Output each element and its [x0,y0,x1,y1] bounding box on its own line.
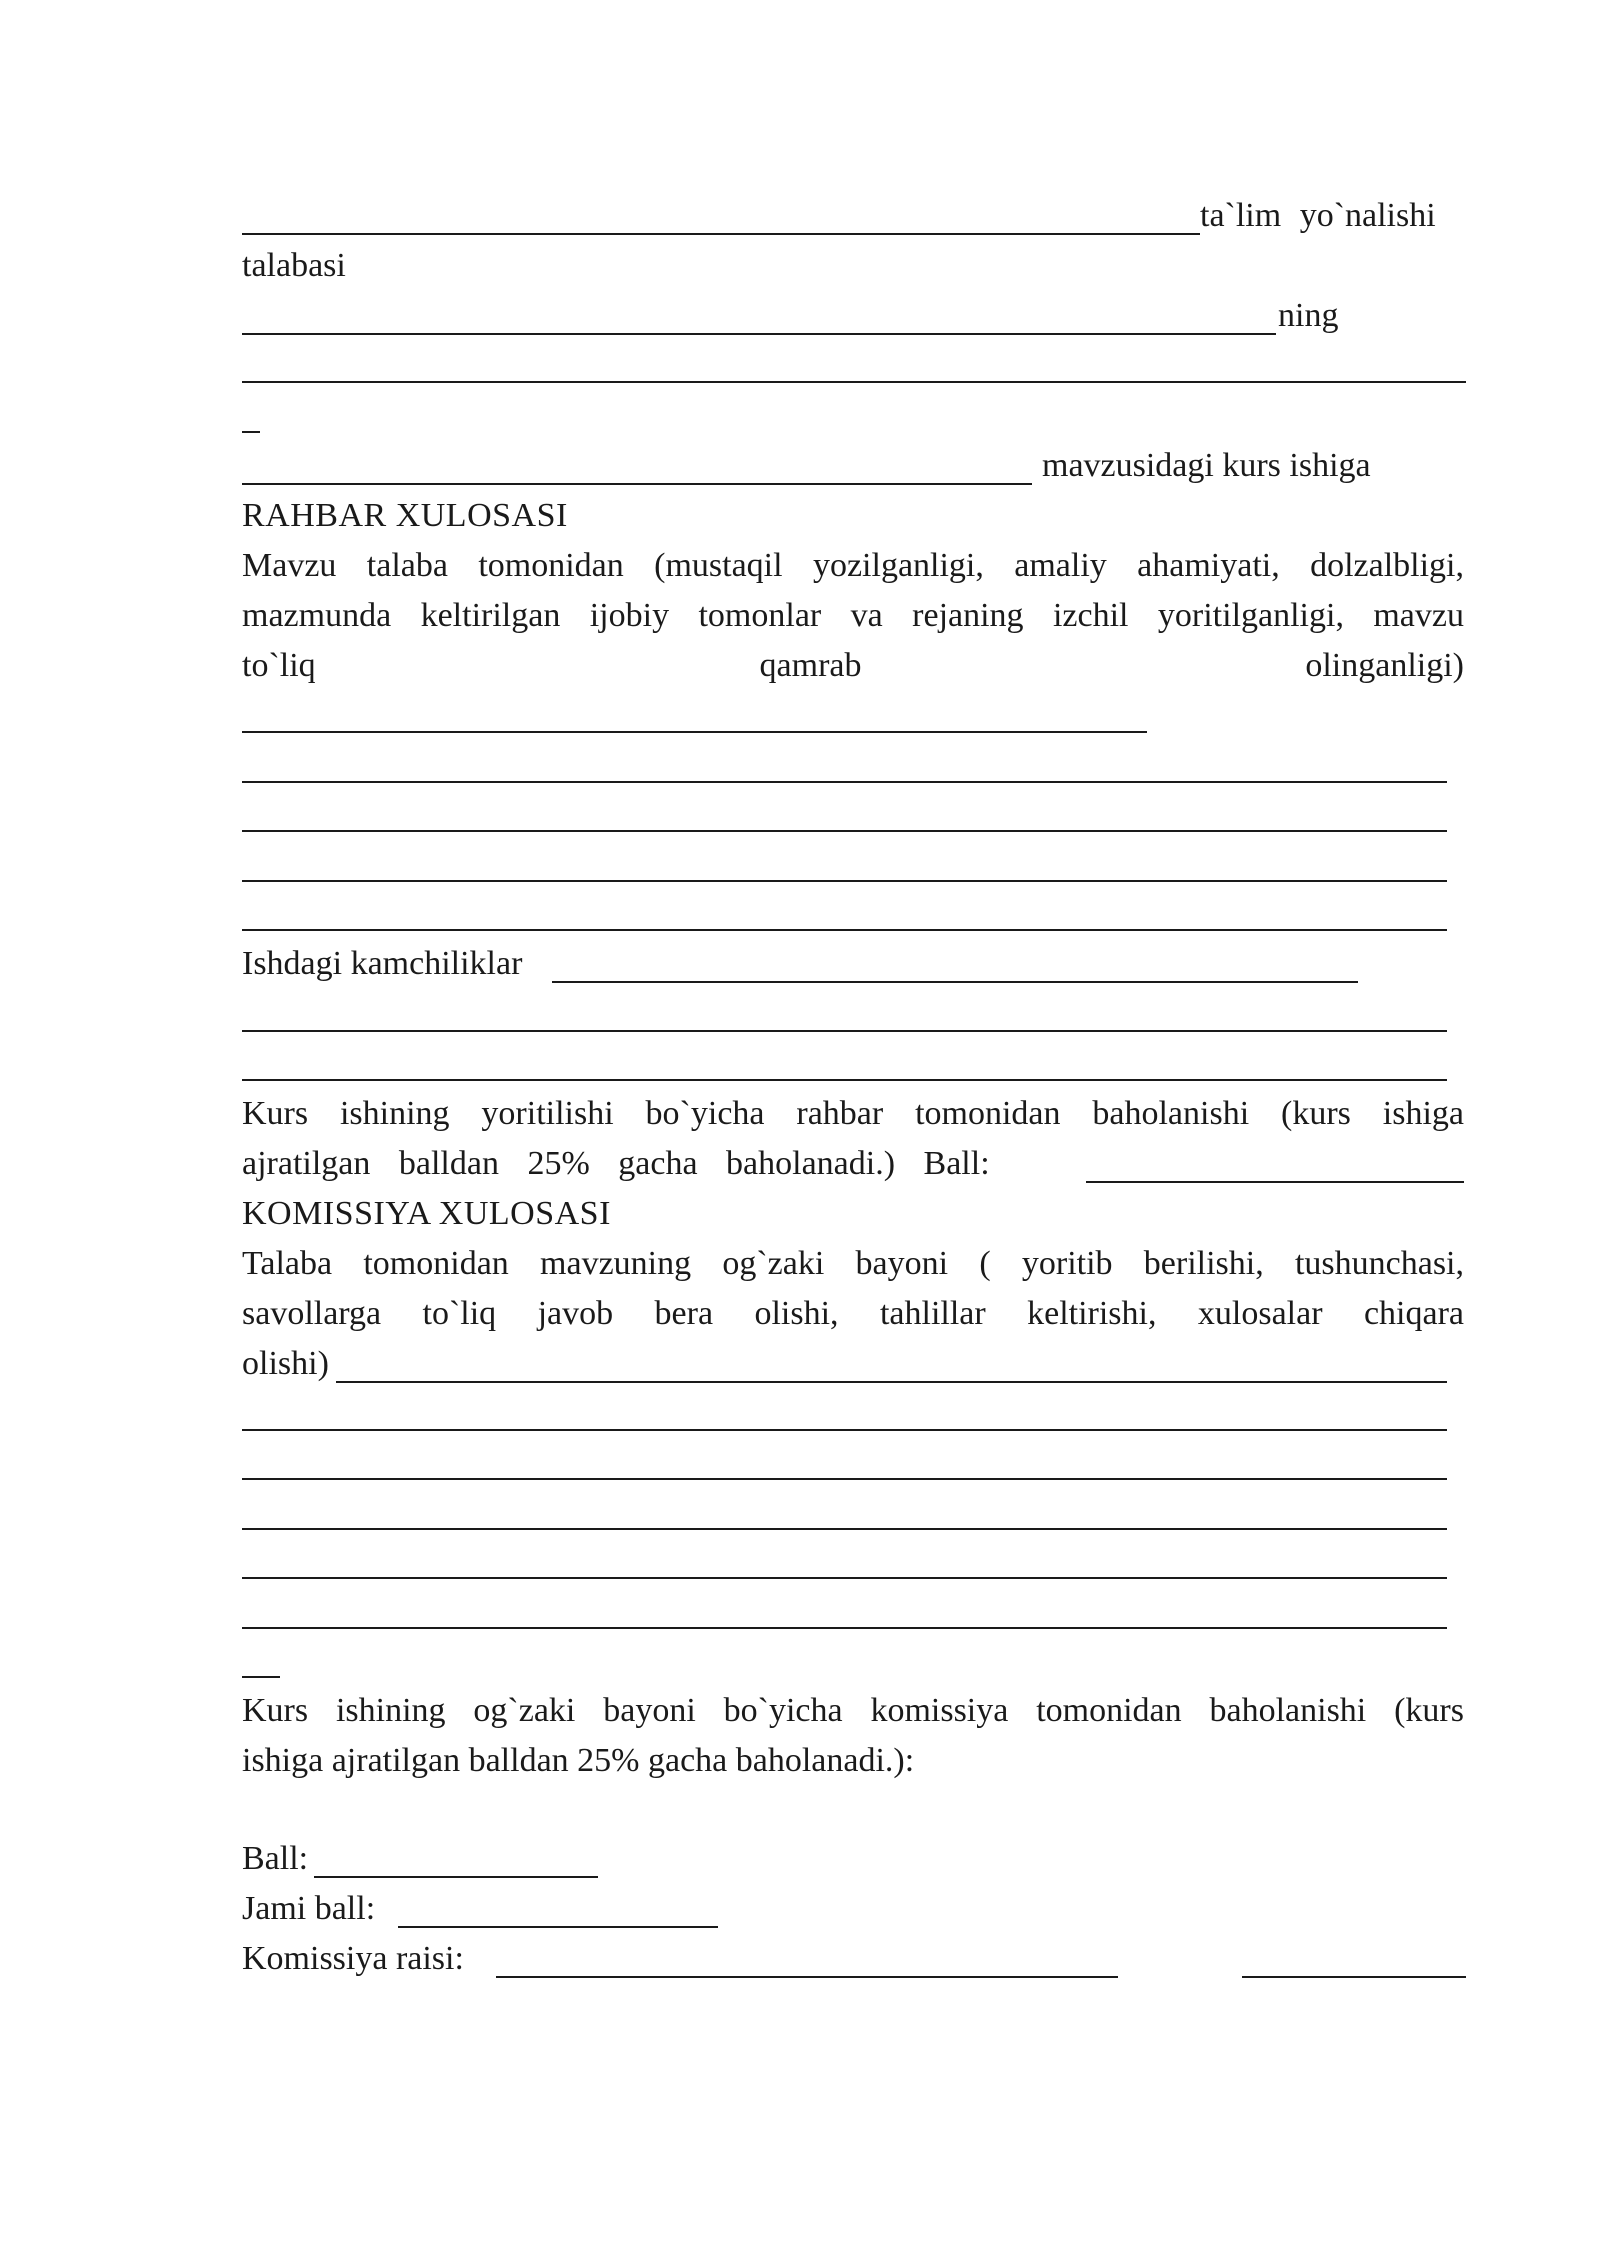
komissiya-paragraph-line-2: savollarga to`liq javob bera olishi, tahlillar keltirishi, xulosalar chiqara [242,1295,1464,1332]
kamchiliklar-blank-2[interactable] [242,1030,1447,1032]
heading-komissiya-xulosasi: KOMISSIYA XULOSASI [242,1195,611,1232]
line-mavzusidagi [242,443,1464,489]
label-mavzusidagi: mavzusidagi kurs ishiga [1042,447,1371,484]
blank-rahbar-ball[interactable] [1086,1181,1464,1183]
line-talim-yonalishi [242,193,1464,239]
line-ning [242,293,1464,339]
rahbar-paragraph-line-1: Mavzu talaba tomonidan (mustaqil yozilganligi, amaliy ahamiyati, dolzalbligi, [242,547,1464,584]
blank-topic-line-2[interactable] [242,431,260,433]
label-talabasi: talabasi [242,247,346,284]
blank-topic-line-3[interactable] [242,483,1032,485]
blank-raisi-signature[interactable] [1242,1976,1466,1978]
blank-raisi-name[interactable] [496,1976,1118,1978]
line-ishdagi-kamchiliklar [242,941,1464,987]
label-komissiya-raisi: Komissiya raisi: [242,1940,464,1977]
blank-kamchiliklar[interactable] [552,981,1358,983]
rahbar-paragraph-line-2: mazmunda keltirilgan ijobiy tomonlar va rejaning izchil yoritilganligi, mavzu [242,597,1464,634]
komissiya-blank-1[interactable] [242,1429,1447,1431]
komissiya-blank-5[interactable] [242,1627,1447,1629]
komissiya-blank-3[interactable] [242,1528,1447,1530]
label-ball: Ball: [242,1840,309,1877]
rahbar-blank-3[interactable] [242,830,1447,832]
komissiya-blank-4[interactable] [242,1577,1447,1579]
komissiya-baho-line-1: Kurs ishining og`zaki bayoni bo`yicha komissiya tomonidan baholanishi (kurs [242,1692,1464,1729]
line-ball [242,1836,1464,1882]
komissiya-blank-6[interactable] [242,1676,280,1678]
rahbar-blank-1[interactable] [242,731,1147,733]
heading-rahbar-xulosasi: RAHBAR XULOSASI [242,497,568,534]
blank-talim-yonalishi[interactable] [242,233,1200,235]
line-jami-ball [242,1886,1464,1932]
rahbar-blank-4[interactable] [242,880,1447,882]
line-komissiya-raisi [242,1936,1464,1982]
blank-topic-line-1[interactable] [242,381,1466,383]
label-talim-yonalishi: ta`lim yo`nalishi [1200,197,1436,234]
label-jami-ball: Jami ball: [242,1890,376,1927]
blank-jami-ball[interactable] [398,1926,718,1928]
komissiya-blank-2[interactable] [242,1478,1447,1480]
komissiya-paragraph-line-3: olishi) [242,1341,1464,1387]
label-ishdagi-kamchiliklar: Ishdagi kamchiliklar [242,945,523,982]
rahbar-paragraph-line-3: to`liq qamrab olinganligi) [242,647,1464,684]
blank-student-name[interactable] [242,333,1276,335]
blank-komissiya-bayon[interactable] [336,1381,1447,1383]
blank-ball[interactable] [314,1876,598,1878]
rahbar-baho-line-2: ajratilgan balldan 25% gacha baholanadi.) Ball: [242,1141,1464,1187]
komissiya-paragraph-line-1: Talaba tomonidan mavzuning og`zaki bayoni ( yoritib berilishi, tushunchasi, [242,1245,1464,1282]
rahbar-blank-2[interactable] [242,781,1447,783]
rahbar-baho-line-1: Kurs ishining yoritilishi bo`yicha rahbar tomonidan baholanishi (kurs ishiga [242,1095,1464,1132]
document-page: ta`lim yo`nalishi talabasi ning mavzusidagi kurs ishiga RAHBAR XULOSASI Mavzu talaba tomonidan (mustaqil yozilganligi, amaliy ahamiyati, dolzalbligi, mazmunda keltirilgan ijobiy tomonlar va rejaning izchil yoritilganligi, mavzu to`liq qamrab olinganligi) Ishdagi kamchiliklar Kurs ishining yoritilishi bo`yicha rahbar tomonidan baholanishi (kurs ishiga ajratilgan balldan 25% gacha baholanadi.) Ball: KOMISSIYA XULOSASI Talaba tomonidan mavzuning og`zaki bayoni ( yoritib berilishi, tushunchasi, savollarga to`liq javob bera olishi, tahlillar keltirishi, xulosalar chiqara olishi) Kurs ishining og`zaki bayoni bo`yicha komissiya tomonidan baholanishi (kurs ishiga ajratilgan balldan 25% gacha baholanadi.): Ball: Jami ball: Komissiya raisi: [0,0,1600,2262]
label-ning: ning [1278,297,1339,334]
rahbar-blank-5[interactable] [242,929,1447,931]
kamchiliklar-blank-3[interactable] [242,1079,1447,1081]
